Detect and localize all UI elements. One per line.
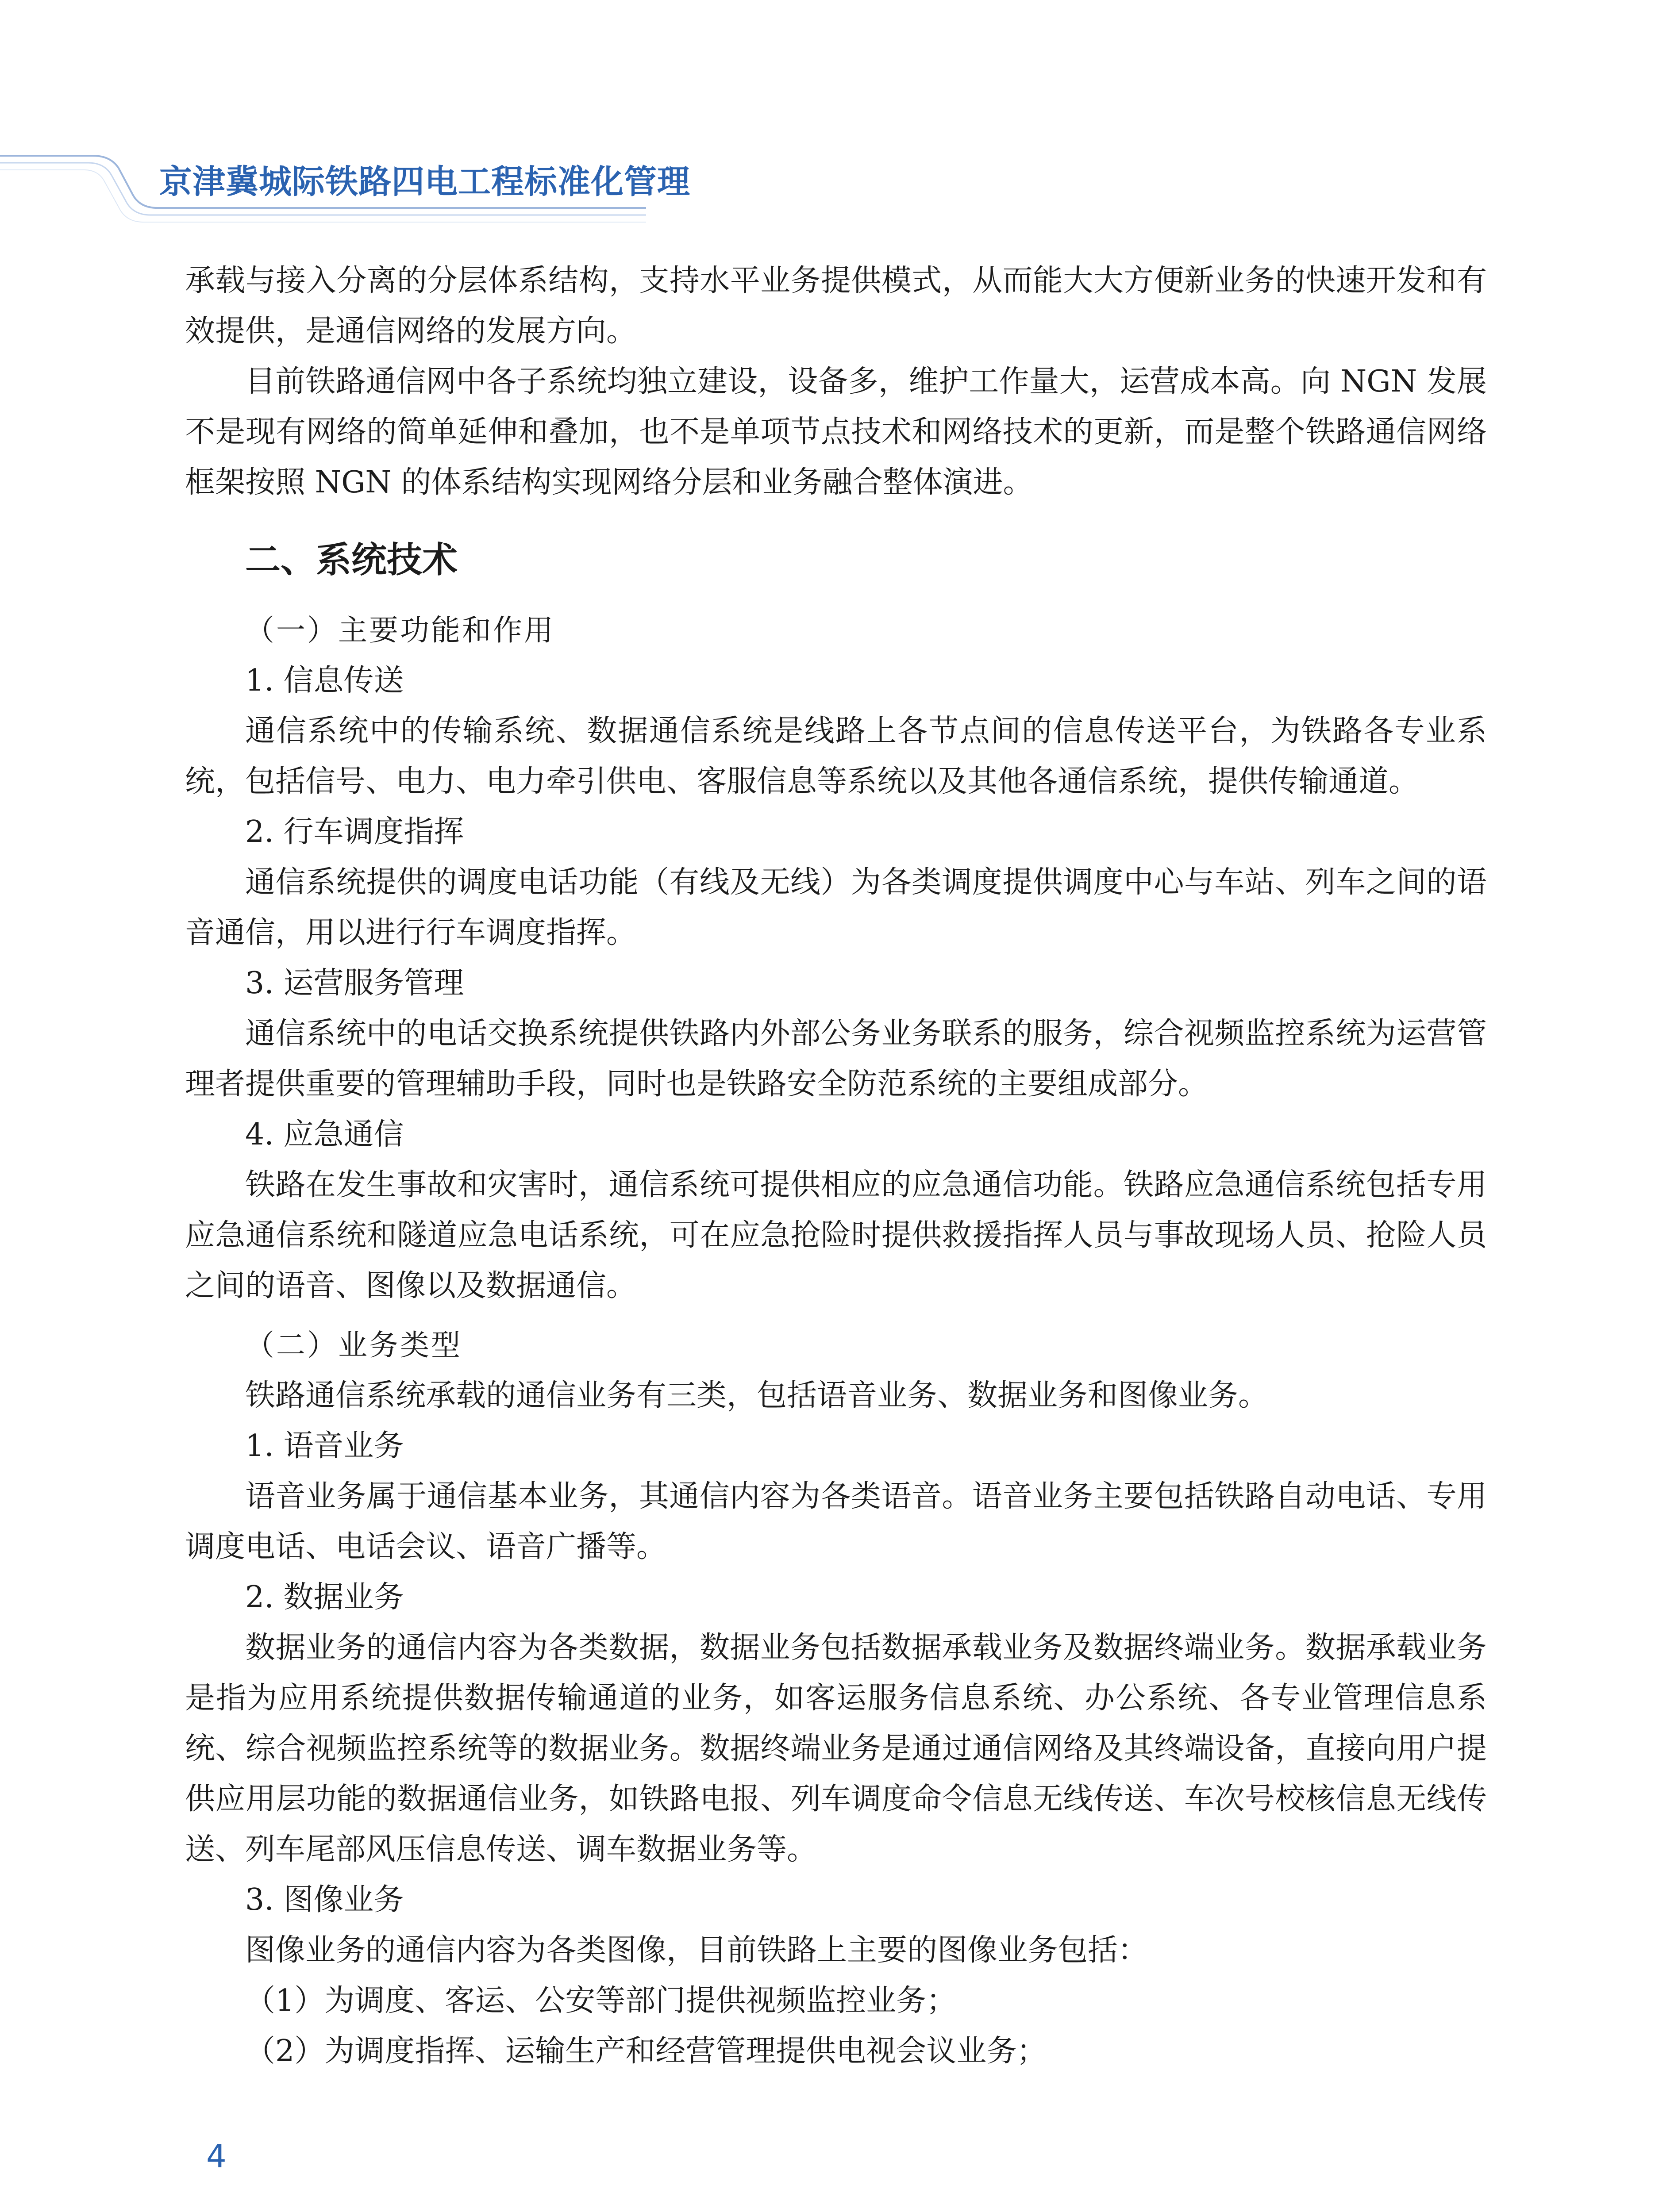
item-heading-image: 3. 图像业务 (245, 1882, 404, 1917)
running-header-title: 京津冀城际铁路四电工程标准化管理 (159, 163, 690, 201)
paragraph-operation-service: 通信系统中的电话交换系统提供铁路内外部公务业务联系的服务，综合视频监控系统为运营管理者提供重要的管理辅助手段，同时也是铁路安全防范系统的主要组成部分。 (185, 1016, 1487, 1102)
subsection-heading-service-types: （二）业务类型 (245, 1328, 462, 1362)
paragraph-image: 图像业务的通信内容为各类图像，目前铁路上主要的图像业务包括： (245, 1933, 1148, 1968)
paragraph-info-transfer: 通信系统中的传输系统、数据通信系统是线路上各节点间的信息传送平台，为铁路各专业系统，包括信号、电力、电力牵引供电、客服信息等系统以及其他各通信系统，提供传输通道。 (185, 714, 1487, 799)
paragraph-data: 数据业务的通信内容为各类数据，数据业务包括数据承载业务及数据终端业务。数据承载业务是指为应用系统提供数据传输通道的业务，如客运服务信息系统、办公系统、各专业管理信息系统、综合视频监控系统等的数据业务。数据终端业务是通过通信网络及其终端设备，直接向用户提供应用层功能的数据通信业务，如铁路电报、列车调度命令信息无线传送、车次号校核信息无线传送、列车尾部风压信息传送、调车数据业务等。 (185, 1630, 1487, 1867)
paragraph-service-types-intro: 铁路通信系统承载的通信业务有三类，包括语音业务、数据业务和图像业务。 (245, 1378, 1269, 1413)
list-item: （1）为调度、客运、公安等部门提供视频监控业务； (245, 1983, 957, 2018)
paragraph-emergency: 铁路在发生事故和灾害时，通信系统可提供相应的应急通信功能。铁路应急通信系统包括专用应急通信系统和隧道应急电话系统，可在应急抢险时提供救援指挥人员与事故现场人员、抢险人员之间的语音、图像以及数据通信。 (185, 1167, 1487, 1303)
item-heading-data: 2. 数据业务 (245, 1580, 404, 1615)
list-item: （2）为调度指挥、运输生产和经营管理提供电视会议业务； (245, 2034, 1047, 2069)
section-heading-system-technology: 二、系统技术 (245, 539, 458, 580)
subsection-heading-functions: （一）主要功能和作用 (245, 613, 555, 647)
page-body (185, 256, 1487, 2077)
paragraph-voice: 语音业务属于通信基本业务，其通信内容为各类语音。语音业务主要包括铁路自动电话、专用调度电话、电话会议、语音广播等。 (185, 1479, 1487, 1564)
item-heading-info-transfer: 1. 信息传送 (245, 663, 404, 698)
item-heading-voice: 1. 语音业务 (245, 1429, 404, 1463)
paragraph-continuation: 承载与接入分离的分层体系结构，支持水平业务提供模式，从而能大大方便新业务的快速开发和有效提供，是通信网络的发展方向。 (185, 263, 1487, 349)
item-heading-emergency: 4. 应急通信 (245, 1117, 404, 1152)
paragraph-ngn: 目前铁路通信网中各子系统均独立建设，设备多，维护工作量大，运营成本高。向 NGN 发展不是现有网络的简单延伸和叠加，也不是单项节点技术和网络技术的更新，而是整个铁路通信网络框架按照 NGN 的体系结构实现网络分层和业务融合整体演进。 (185, 364, 1487, 500)
paragraph-dispatch: 通信系统提供的调度电话功能（有线及无线）为各类调度提供调度中心与车站、列车之间的语音通信，用以进行行车调度指挥。 (185, 865, 1487, 950)
item-heading-operation-service: 3. 运营服务管理 (245, 966, 464, 1001)
item-heading-dispatch: 2. 行车调度指挥 (245, 814, 464, 849)
page-number: 4 (206, 2138, 227, 2175)
